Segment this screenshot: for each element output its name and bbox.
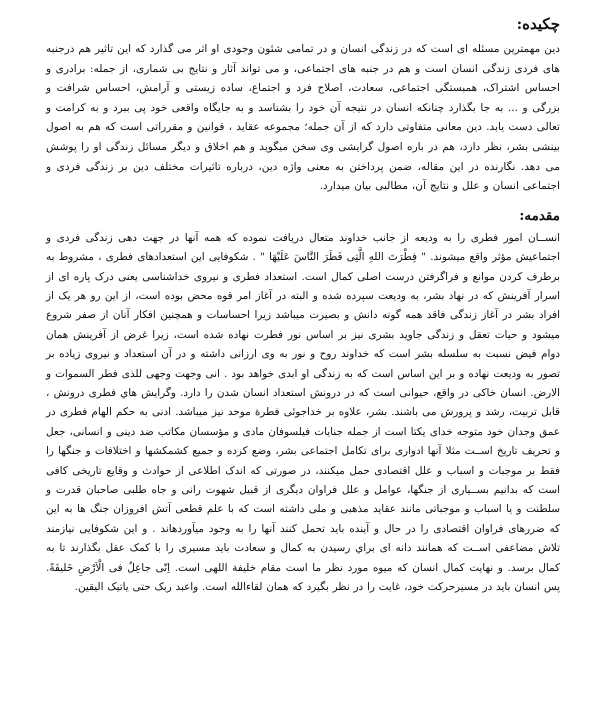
introduction-paragraph: انســان امور فطری را به ودیعه از جانب خداوند متعال دریافت نموده که همه آنها در جهت دهی زندگی فردی و اجتماعیش مؤثر واقع میشوند. " فِطْرَتَ اللهِ الَّتِی فَطَرَ النَّاسَ عَلَیْهَا " . شکوفایی این استعدادهای فطری ، مشروط به برطرف کردن موانع و فراگرفتن درست اصلی کمال است. استعداد فطری و نیروی خداشناسی یعنی درک پاره ای از اسرار آفرینش که در نهاد بشر، به ودیعت سپرده شده و البته در آغاز امر قوه محض بوده است، از این رو هر یک از افراد بشر در آغاز زندگی فاقد همه گونه دانش و بصیرت میباشد زیرا احساسات و همچنین افکار آنان از صفر شروع میشود و حیات تعقل و زندگی جاوید بشری نیز بر اساس نور فطرت نهاده شده است، زیرا غرض از آفرینش همان دوام فیض نسبت به سلسله بشر است که خداوند روح و نور به وی ارزانی داشته و در آن استعداد و نیروی زیاده بر تصور به ودیعت نهاده و بر این اساس است که به زندگی او ابدی خواهد بود . انی وجهت وجهی للذی فطر السموات و الارض. انسان خاکی در واقع، حیوانی است که در درونش استعداد انسان شدن را دارد. وگرایش هاي فطری درونش ، قابل تربیت، رشد و پرورش می باشند. بشر، علاوه بر خداجوئی فطرة موحد نیز میباشد. ادنی به حکم الهام فطری در عمق وجدان خود متوجه خدای یکتا است از جمله جنایات فیلسوفان مادی و مؤسسان مکاتب ضد دینی و انسانی، جعل و تحریف تاریخ اســت مثلا آنها ادواری برای تکامل اجتماعی بشر، وضع کرده و جمیع کشمکشها و اختلافات و جنگها را فقط بر موجبات و اسباب و علل اقتصادی حمل میکنند، در صورتی که اندک اطلاعی از حوادث و وقایع تاریخی کافی است که بدانیم بســیاری از جنگها، عوامل و علل فراوان دیگری از قبیل شهوت رانی و جاه طلبی صاحبان قدرت و سلطنت و یا اسباب و موجباتی مانند عقاید مذهبی و ملی داشته است که با علم قطعی آتش افروزان جنگ ها به این که ضررهای فراوان اقتصادی را در حال و آینده باید تحمل کنند آنها را به وجود میآوردهاند . و این شکوفایی نیازمند تلاش مضاعفی اســت که همانند دانه ای براي رسیدن به کمال و سعادت باید مسیری را با کمک عقل بگذارند تا به کمال برسد. و نهایت کمال انسان که میوه مورد نظر ما است مقام خلیفة اللهی است. اِنّی جاعِلٌ فی الْاَرْضِ خَلیفَةً. پس انسان باید در مسیرحرکت خود، غایت را در نظر بگیرد که همان لقاءالله است. واعبد ربک حتی یاتیک الیقین. xyxy=(46,231,560,594)
abstract-paragraph: دین مهمترین مسئله ای است که در زندگی انسان و در تمامی شئون وجودی او اثر می گذارد که این تاثیر هم درجنبه های فردی زندگی انسان است و هم در جنبه های اجتماعی، و می تواند آثار و نتایج بی شماری، از جمله: برادری و احساس اشتراک، همبستگی اجتماعی، سعادت، اصلاح فرد و اجتماع، ساده زیستی و آرامش، احساس شرافت و بزرگی و ... به جا بگذارد چنانکه انسان در نتیجه آن خود را بشناسد و به جایگاه واقعی خود پی ببرد و به کرامت و تعالی دست یابد. دین معانی متفاوتی دارد که از آن جمله؛ مجموعه عقاید ، قوانین و مقرراتی است که هم به اصول بینشی بشر، نظر دارد، هم در باره اصول گرایشی وی سخن میگوید و هم اخلاق و دیگر مسائل زندگی او را پوشش می دهد. نگارنده در این مقاله، ضمن پرداختن به معنی واژه دین، درباره تاثیرات مختلف دین بر زندگی فردی و اجتماعی انسان و علل و نتایج آن، مطالبی بیان میدارد. xyxy=(46,43,560,193)
abstract-heading: چکیده: xyxy=(516,15,560,33)
document-page xyxy=(46,14,560,597)
introduction-heading: مقدمه: xyxy=(519,207,560,224)
